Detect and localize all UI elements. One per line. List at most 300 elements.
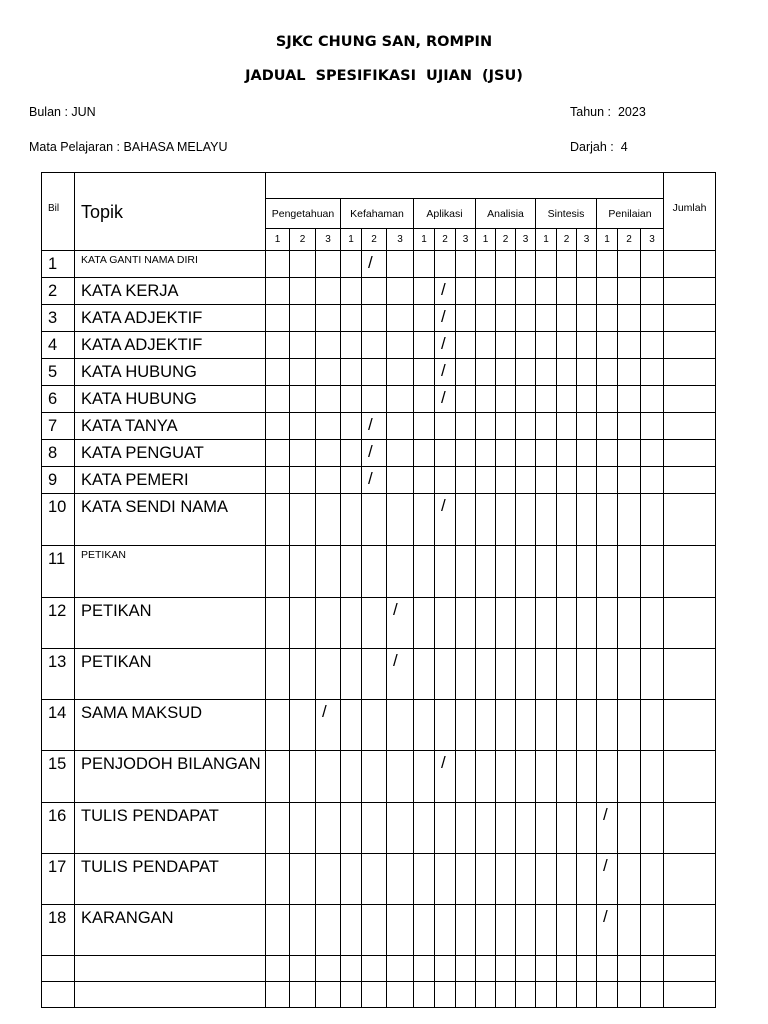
row-topik: KATA TANYA <box>75 413 266 440</box>
row-jumlah <box>664 803 716 854</box>
row-topik <box>75 956 266 982</box>
level-cell <box>516 649 536 700</box>
sublevel-header: 2 <box>557 229 577 251</box>
level-cell <box>577 305 597 332</box>
level-cell <box>341 982 362 1008</box>
level-cell <box>435 905 456 956</box>
level-cell <box>435 982 456 1008</box>
row-topik: KATA HUBUNG <box>75 386 266 413</box>
row-jumlah <box>664 956 716 982</box>
sublevel-header: 2 <box>496 229 516 251</box>
level-cell <box>387 278 414 305</box>
level-cell <box>577 751 597 803</box>
level-cell <box>516 467 536 494</box>
level-cell <box>266 598 290 649</box>
level-cell <box>557 700 577 751</box>
level-cell <box>641 386 664 413</box>
table-row <box>42 440 716 467</box>
row-jumlah <box>664 278 716 305</box>
level-cell <box>557 386 577 413</box>
level-cell <box>362 649 387 700</box>
level-cell <box>557 649 577 700</box>
level-cell <box>414 251 435 278</box>
bulan-line <box>29 105 96 119</box>
level-cell <box>577 386 597 413</box>
sublevel-header: 3 <box>516 229 536 251</box>
table-row <box>42 467 716 494</box>
level-cell <box>456 386 476 413</box>
level-cell <box>387 956 414 982</box>
level-cell <box>316 413 341 440</box>
level-cell <box>476 305 496 332</box>
level-mark: / <box>435 332 456 359</box>
level-cell <box>496 854 516 905</box>
level-header-penilaian: Penilaian <box>597 199 664 229</box>
level-cell <box>536 751 557 803</box>
level-mark: / <box>435 386 456 413</box>
topik-header: Topik <box>75 173 266 251</box>
level-cell <box>536 854 557 905</box>
level-cell <box>618 359 641 386</box>
level-cell <box>362 905 387 956</box>
darjah-value: 4 <box>620 140 628 154</box>
level-cell <box>341 305 362 332</box>
level-cell <box>516 803 536 854</box>
level-cell <box>341 649 362 700</box>
level-cell <box>316 982 341 1008</box>
row-topik: TULIS PENDAPAT <box>75 803 266 854</box>
level-cell <box>577 251 597 278</box>
level-cell <box>557 546 577 598</box>
row-bil: 14 <box>42 700 75 751</box>
level-cell <box>516 305 536 332</box>
level-cell <box>496 494 516 546</box>
level-cell <box>536 905 557 956</box>
level-cell <box>557 467 577 494</box>
level-cell <box>577 956 597 982</box>
level-cell <box>597 251 618 278</box>
level-cell <box>414 305 435 332</box>
table-row <box>42 546 716 598</box>
level-cell <box>341 278 362 305</box>
document-title: JADUAL SPESIFIKASI UJIAN (JSU) <box>245 68 523 84</box>
level-cell <box>414 905 435 956</box>
level-cell <box>516 359 536 386</box>
level-cell <box>557 332 577 359</box>
level-cell <box>536 278 557 305</box>
level-cell <box>266 467 290 494</box>
level-cell <box>577 649 597 700</box>
level-cell <box>516 413 536 440</box>
row-jumlah <box>664 413 716 440</box>
row-jumlah <box>664 305 716 332</box>
level-cell <box>641 251 664 278</box>
level-cell <box>387 386 414 413</box>
level-cell <box>341 359 362 386</box>
level-cell <box>341 413 362 440</box>
level-cell <box>341 803 362 854</box>
level-cell <box>435 700 456 751</box>
level-cell <box>266 278 290 305</box>
level-cell <box>536 803 557 854</box>
level-cell <box>316 278 341 305</box>
table-row <box>42 598 716 649</box>
row-jumlah <box>664 386 716 413</box>
level-cell <box>496 413 516 440</box>
bulan-label: Bulan : <box>29 105 68 119</box>
level-cell <box>516 751 536 803</box>
level-cell <box>414 751 435 803</box>
level-cell <box>496 905 516 956</box>
row-topik: KATA KERJA <box>75 278 266 305</box>
row-jumlah <box>664 751 716 803</box>
level-cell <box>496 332 516 359</box>
level-cell <box>641 332 664 359</box>
level-cell <box>618 598 641 649</box>
level-cell <box>557 905 577 956</box>
level-cell <box>618 440 641 467</box>
level-cell <box>435 854 456 905</box>
row-topik: TULIS PENDAPAT <box>75 854 266 905</box>
level-cell <box>290 359 316 386</box>
table-row <box>42 386 716 413</box>
row-jumlah <box>664 359 716 386</box>
level-cell <box>316 494 341 546</box>
level-cell <box>316 956 341 982</box>
level-cell <box>290 305 316 332</box>
level-cell <box>435 251 456 278</box>
level-cell <box>618 905 641 956</box>
level-cell <box>618 803 641 854</box>
level-cell <box>456 251 476 278</box>
level-cell <box>516 440 536 467</box>
table-row <box>42 905 716 956</box>
level-cell <box>476 751 496 803</box>
level-cell <box>414 359 435 386</box>
level-cell <box>266 956 290 982</box>
sublevel-header: 2 <box>362 229 387 251</box>
level-cell <box>266 803 290 854</box>
level-cell <box>290 494 316 546</box>
tahun-label: Tahun : <box>570 105 612 119</box>
jsu-table <box>41 172 716 1008</box>
level-cell <box>597 700 618 751</box>
row-bil: 4 <box>42 332 75 359</box>
level-cell <box>557 494 577 546</box>
level-cell <box>266 700 290 751</box>
level-cell <box>597 546 618 598</box>
table-row <box>42 649 716 700</box>
row-topik: KATA PENGUAT <box>75 440 266 467</box>
row-topik: KATA SENDI NAMA <box>75 494 266 546</box>
tahun-line <box>570 105 646 119</box>
level-cell <box>557 751 577 803</box>
level-cell <box>557 359 577 386</box>
level-cell <box>290 700 316 751</box>
row-bil <box>42 982 75 1008</box>
level-cell <box>618 305 641 332</box>
level-cell <box>290 386 316 413</box>
level-cell <box>476 494 496 546</box>
level-cell <box>341 251 362 278</box>
level-cell <box>536 700 557 751</box>
level-cell <box>577 467 597 494</box>
header-row-top <box>42 173 716 199</box>
level-cell <box>341 751 362 803</box>
level-cell <box>387 332 414 359</box>
level-cell <box>476 278 496 305</box>
level-cell <box>597 413 618 440</box>
level-cell <box>266 751 290 803</box>
level-cell <box>456 803 476 854</box>
level-mark: / <box>362 467 387 494</box>
level-cell <box>516 700 536 751</box>
level-cell <box>316 803 341 854</box>
tahun-value: 2023 <box>617 105 646 119</box>
level-cell <box>496 251 516 278</box>
level-cell <box>290 467 316 494</box>
level-cell <box>387 982 414 1008</box>
level-cell <box>597 278 618 305</box>
row-topik: PETIKAN <box>75 546 266 598</box>
level-cell <box>496 700 516 751</box>
level-cell <box>641 546 664 598</box>
level-cell <box>290 854 316 905</box>
level-cell <box>496 803 516 854</box>
darjah-line <box>570 140 628 154</box>
level-cell <box>641 751 664 803</box>
level-cell <box>414 332 435 359</box>
level-cell <box>266 386 290 413</box>
level-cell <box>362 332 387 359</box>
level-cell <box>316 305 341 332</box>
level-cell <box>456 332 476 359</box>
level-header-pengetahuan: Pengetahuan <box>266 199 341 229</box>
level-cell <box>414 386 435 413</box>
level-cell <box>341 700 362 751</box>
level-cell <box>414 440 435 467</box>
level-cell <box>577 700 597 751</box>
level-cell <box>536 359 557 386</box>
level-cell <box>266 359 290 386</box>
row-jumlah <box>664 700 716 751</box>
level-cell <box>290 803 316 854</box>
level-cell <box>456 440 476 467</box>
level-cell <box>577 982 597 1008</box>
level-cell <box>414 649 435 700</box>
level-cell <box>476 905 496 956</box>
level-cell <box>290 649 316 700</box>
level-cell <box>290 598 316 649</box>
level-cell <box>266 440 290 467</box>
sublevel-header: 1 <box>341 229 362 251</box>
level-cell <box>618 467 641 494</box>
level-cell <box>387 546 414 598</box>
table-row <box>42 278 716 305</box>
level-cell <box>362 494 387 546</box>
subjek-line <box>29 140 228 154</box>
level-cell <box>435 803 456 854</box>
level-mark: / <box>597 854 618 905</box>
level-cell <box>414 467 435 494</box>
level-cell <box>387 905 414 956</box>
subjek-label: Mata Pelajaran : <box>29 140 121 154</box>
table-row <box>42 494 716 546</box>
level-cell <box>266 649 290 700</box>
level-cell <box>414 546 435 598</box>
level-cell <box>316 251 341 278</box>
level-cell <box>476 546 496 598</box>
level-cell <box>516 386 536 413</box>
level-cell <box>456 854 476 905</box>
level-cell <box>290 905 316 956</box>
level-cell <box>496 598 516 649</box>
level-cell <box>316 467 341 494</box>
level-cell <box>387 413 414 440</box>
level-cell <box>496 440 516 467</box>
row-jumlah <box>664 854 716 905</box>
level-cell <box>476 332 496 359</box>
level-cell <box>362 546 387 598</box>
table-row <box>42 251 716 278</box>
level-cell <box>597 332 618 359</box>
level-cell <box>496 359 516 386</box>
row-topik: PETIKAN <box>75 649 266 700</box>
level-cell <box>266 905 290 956</box>
level-mark: / <box>435 359 456 386</box>
level-cell <box>516 905 536 956</box>
row-jumlah <box>664 332 716 359</box>
level-cell <box>414 956 435 982</box>
level-cell <box>341 546 362 598</box>
row-bil: 9 <box>42 467 75 494</box>
level-cell <box>316 546 341 598</box>
row-topik: KATA ADJEKTIF <box>75 305 266 332</box>
level-cell <box>597 440 618 467</box>
level-cell <box>536 332 557 359</box>
level-cell <box>577 359 597 386</box>
level-cell <box>290 956 316 982</box>
table-row <box>42 305 716 332</box>
level-cell <box>641 467 664 494</box>
level-cell <box>496 956 516 982</box>
level-cell <box>618 413 641 440</box>
level-cell <box>641 905 664 956</box>
level-cell <box>362 386 387 413</box>
level-cell <box>316 854 341 905</box>
level-cell <box>316 905 341 956</box>
level-cell <box>618 854 641 905</box>
level-cell <box>618 982 641 1008</box>
level-cell <box>597 359 618 386</box>
level-cell <box>435 598 456 649</box>
bulan-value: JUN <box>71 105 96 119</box>
level-cell <box>290 440 316 467</box>
level-mark: / <box>435 494 456 546</box>
sublevel-header: 2 <box>290 229 316 251</box>
level-cell <box>362 278 387 305</box>
bil-header: Bil <box>42 173 75 251</box>
level-cell <box>597 598 618 649</box>
level-cell <box>557 305 577 332</box>
level-cell <box>266 332 290 359</box>
level-cell <box>536 546 557 598</box>
level-cell <box>362 700 387 751</box>
level-cell <box>341 905 362 956</box>
row-bil: 2 <box>42 278 75 305</box>
level-cell <box>536 598 557 649</box>
level-cell <box>290 982 316 1008</box>
level-cell <box>557 598 577 649</box>
level-cell <box>316 649 341 700</box>
level-cell <box>536 251 557 278</box>
table-row <box>42 956 716 982</box>
level-cell <box>476 440 496 467</box>
level-cell <box>641 278 664 305</box>
sublevel-header: 3 <box>641 229 664 251</box>
level-cell <box>476 649 496 700</box>
level-cell <box>456 982 476 1008</box>
level-cell <box>641 413 664 440</box>
level-cell <box>516 854 536 905</box>
level-cell <box>577 905 597 956</box>
level-cell <box>496 649 516 700</box>
level-cell <box>536 982 557 1008</box>
level-cell <box>597 982 618 1008</box>
level-cell <box>516 982 536 1008</box>
row-jumlah <box>664 546 716 598</box>
row-bil: 3 <box>42 305 75 332</box>
sublevel-header: 3 <box>387 229 414 251</box>
level-cell <box>557 413 577 440</box>
level-cell <box>290 278 316 305</box>
level-cell <box>414 700 435 751</box>
level-cell <box>641 305 664 332</box>
level-cell <box>557 440 577 467</box>
level-cell <box>341 494 362 546</box>
level-cell <box>577 278 597 305</box>
level-cell <box>266 546 290 598</box>
level-cell <box>557 956 577 982</box>
level-cell <box>536 649 557 700</box>
level-cell <box>362 598 387 649</box>
level-mark: / <box>316 700 341 751</box>
level-header-aplikasi: Aplikasi <box>414 199 476 229</box>
level-cell <box>362 359 387 386</box>
row-topik: KARANGAN <box>75 905 266 956</box>
level-cell <box>476 598 496 649</box>
level-cell <box>414 278 435 305</box>
level-cell <box>290 751 316 803</box>
row-topik <box>75 982 266 1008</box>
level-cell <box>266 413 290 440</box>
level-cell <box>456 700 476 751</box>
level-cell <box>387 494 414 546</box>
level-cell <box>435 440 456 467</box>
level-cell <box>387 803 414 854</box>
row-bil: 11 <box>42 546 75 598</box>
level-cell <box>341 467 362 494</box>
level-cell <box>516 598 536 649</box>
level-cell <box>341 956 362 982</box>
level-cell <box>618 332 641 359</box>
level-cell <box>290 251 316 278</box>
row-jumlah <box>664 649 716 700</box>
level-cell <box>641 982 664 1008</box>
level-cell <box>341 332 362 359</box>
level-cell <box>435 546 456 598</box>
level-cell <box>641 494 664 546</box>
